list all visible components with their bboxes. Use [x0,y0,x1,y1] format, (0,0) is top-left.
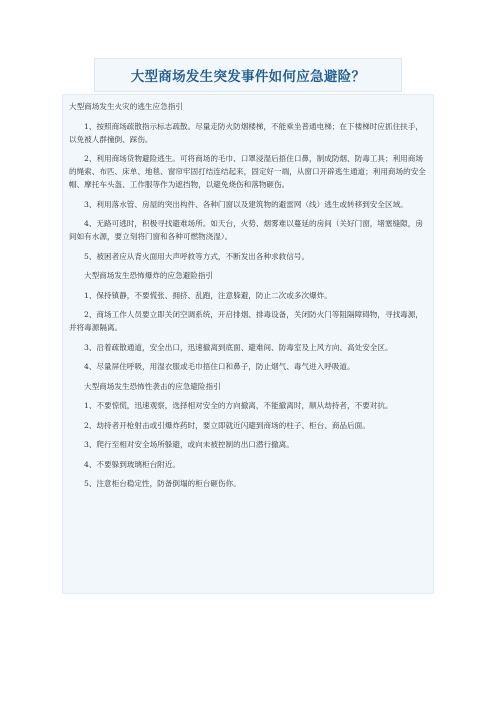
list-item: 5、被困者应从背火面用大声呼救等方式，不断发出各种求救信号。 [84,251,310,261]
list-item: 2、利用商场货物避险逃生。可将商场的毛巾、口罩浸湿后捂住口鼻，制成防烟、防毒工具；利用商场的绳索、布匹、床单、地毯、窗帘牢固打结连结起来，固定好一端，从窗口开辟逃生通道；利用商场的安全帽、摩托车头盔、工作服等作为遮挡物，以避免烧伤和落物砸伤。 [69,154,426,189]
list-item: 4、不要躲到玻璃柜台附近。 [84,459,180,469]
list-item: 1、保持镇静，不要慌张、拥挤、乱跑，注意躲避，防止二次或多次爆炸。 [84,290,332,300]
page-title: 大型商场发生突发事件如何应急避险？ [130,69,366,85]
list-item: 3、利用落水管、房屋的突出构件、各种门窗以及建筑物的避雷网（线）逃生或转移到安全区域。 [84,199,408,209]
list-item: 2、商场工作人员要立即关闭空调系统，开启排烟、排毒设备，关闭防火门等阻隔障碍物，寻找毒源，并将毒源隔离。 [69,310,423,332]
list-item: 5、注意柜台稳定性，防备倒塌的柜台砸伤你。 [84,479,241,488]
list-item: 3、沿着疏散通道，安全出口，迅速撤离到底面、避难间、防毒室及上风方向、高处安全区。 [84,342,393,352]
list-item: 1、不要惊慌，迅速观察，选择相对安全的方向撤离，不能撤离时，顺从劫持者，不要对抗。 [84,401,393,410]
section-heading-explosion: 大型商场发生恐怖爆炸的应急避险指引 [84,271,214,280]
list-item: 3、爬行至相对安全场所躲避，或向未被控制的出口潜行撤离。 [84,440,294,449]
article-body [62,94,434,594]
list-item: 2、劫持者开枪射击或引爆炸药时，要立即就近闪避到商场的柱子、柜台、商品后面。 [84,420,370,430]
title-box [94,58,402,92]
section-heading-fire: 大型商场发生火灾的逃生应急指引 [69,102,183,111]
list-item: 1、按照商场疏散指示标志疏散。尽量走防火防烟楼梯，不能乘坐普通电梯；在下楼梯时应抓住扶手，以免被人群撞倒、踩伤。 [69,121,423,144]
list-item: 4、无路可逃时，积极寻找避难场所。如天台，火势、烟雾难以蔓延的房间（关好门窗，堵塞缝隙，房间如有水源，要立刻将门窗和各种可燃物浇湿）。 [69,219,423,241]
section-heading-attack: 大型商场发生恐怖性袭击的应急避险指引 [84,381,221,391]
list-item: 4、尽量屏住呼吸，用湿衣服或毛巾捂住口和鼻子，防止烟气、毒气进入呼吸道。 [84,362,355,371]
